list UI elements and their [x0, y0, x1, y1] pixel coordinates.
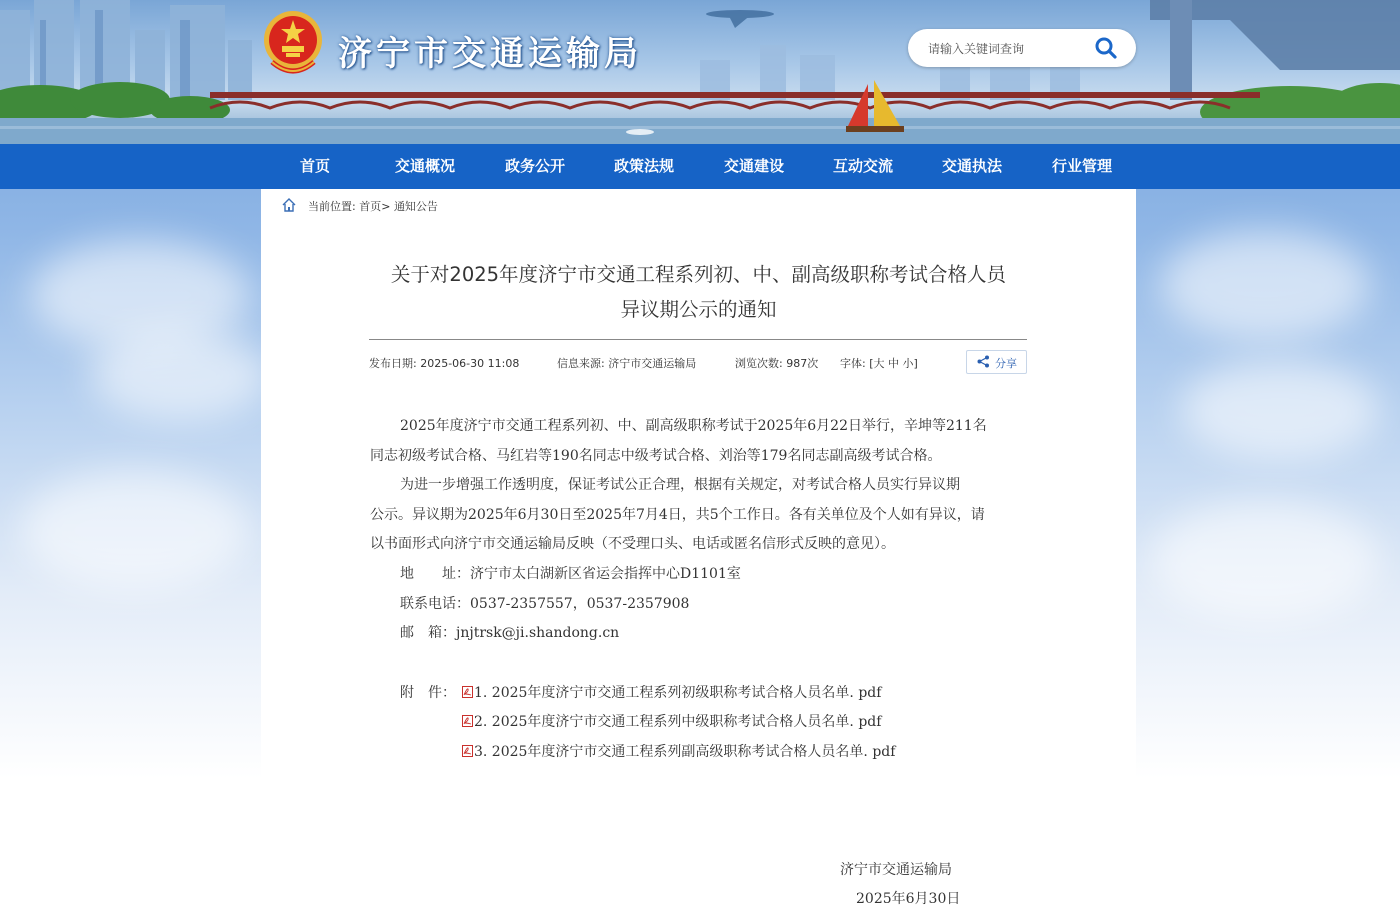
- nav-gov-affairs[interactable]: 政务公开: [505, 157, 566, 175]
- nav-construction[interactable]: 交通建设: [724, 157, 785, 175]
- attachment-link[interactable]: 3. 2025年度济宁市交通工程系列副高级职称考试合格人员名单. pdf: [474, 744, 896, 760]
- search-box: [908, 29, 1136, 67]
- nav-overview[interactable]: 交通概况: [395, 157, 456, 175]
- cloud: [1150, 500, 1380, 620]
- para2-line3: 以书面形式向济宁市交通运输局反映（不受理口头、电话或匿名信形式反映的意见）。: [370, 536, 895, 552]
- signature-date: 2025年6月30日: [856, 891, 961, 907]
- view-count-label: 浏览次数:: [735, 357, 783, 370]
- contact-phone: 联系电话：0537-2357557，0537-2357908: [400, 596, 690, 612]
- para2-line2: 公示。异议期为2025年6月30日至2025年7月4日，共5个工作日。各有关单位及个人如有异议，请: [370, 507, 985, 523]
- font-small-link[interactable]: 小: [902, 357, 914, 370]
- cloud: [1160, 230, 1370, 340]
- attachment-item[interactable]: [462, 711, 881, 731]
- search-icon[interactable]: [1092, 35, 1120, 61]
- search-input[interactable]: [926, 38, 1090, 60]
- main-nav: [0, 144, 1400, 189]
- view-count: [735, 355, 818, 371]
- info-source-label: 信息来源:: [557, 357, 605, 370]
- font-size-label: 字体:: [840, 357, 866, 370]
- article-title: [351, 257, 1046, 327]
- pdf-file-icon: [462, 686, 473, 698]
- share-icon: [977, 355, 990, 368]
- article-title-line1: 关于对2025年度济宁市交通工程系列初、中、副高级职称考试合格人员: [390, 263, 1007, 286]
- home-icon: [281, 197, 297, 213]
- signature-org: 济宁市交通运输局: [840, 862, 952, 878]
- attachment-item[interactable]: [462, 741, 895, 761]
- publish-date: [369, 355, 519, 371]
- cloud: [90, 330, 270, 420]
- breadcrumb-current-link[interactable]: 通知公告: [393, 200, 438, 213]
- breadcrumb-home-link[interactable]: 首页: [359, 200, 382, 213]
- attachment-link[interactable]: 2. 2025年度济宁市交通工程系列中级职称考试合格人员名单. pdf: [474, 714, 882, 730]
- para1-line1: 2025年度济宁市交通工程系列初、中、副高级职称考试于2025年6月22日举行，辛坤等211名: [400, 418, 987, 434]
- site-title: 济宁市交通运输局: [338, 34, 642, 74]
- breadcrumb-separator: >: [381, 200, 391, 213]
- info-source-value: 济宁市交通运输局: [608, 357, 697, 370]
- pdf-file-icon: [462, 715, 473, 727]
- nav-policy[interactable]: 政策法规: [614, 157, 675, 175]
- attachment-item[interactable]: [462, 682, 881, 702]
- city-skyline-banner: [0, 0, 1400, 144]
- cloud: [20, 470, 250, 590]
- nav-home[interactable]: 首页: [300, 157, 331, 175]
- share-button[interactable]: [966, 350, 1027, 374]
- share-label: 分享: [995, 357, 1017, 370]
- publish-date-label: 发布日期:: [369, 357, 417, 370]
- font-large-link[interactable]: 大: [873, 357, 885, 370]
- nav-interaction[interactable]: 互动交流: [833, 157, 894, 175]
- para1-line2: 同志初级考试合格、马红岩等190名同志中级考试合格、刘治等179名同志副高级考试合格。: [370, 448, 942, 464]
- font-bracket-close: ]: [913, 357, 918, 370]
- pdf-file-icon: [462, 745, 473, 757]
- para2-line1: 为进一步增强工作透明度，保证考试公正合理，根据有关规定，对考试合格人员实行异议期: [400, 477, 960, 493]
- font-size-control: [840, 355, 918, 371]
- cloud: [1180, 360, 1380, 460]
- site-header: [0, 0, 1400, 144]
- nav-industry[interactable]: 行业管理: [1052, 157, 1113, 175]
- national-emblem-icon: [262, 10, 324, 76]
- font-bracket-open: [: [869, 357, 874, 370]
- title-divider: [369, 339, 1027, 340]
- attachment-label: 附 件：: [400, 685, 456, 701]
- breadcrumb-prefix: 当前位置:: [308, 200, 356, 213]
- font-medium-link[interactable]: 中: [888, 357, 900, 370]
- contact-address: 地 址：济宁市太白湖新区省运会指挥中心D1101室: [400, 566, 741, 582]
- info-source: [557, 355, 696, 371]
- article-title-line2: 异议期公示的通知: [620, 298, 777, 321]
- view-count-value: 987次: [786, 357, 819, 370]
- attachment-link[interactable]: 1. 2025年度济宁市交通工程系列初级职称考试合格人员名单. pdf: [474, 685, 882, 701]
- article-panel: [261, 189, 1136, 916]
- publish-date-value: 2025-06-30 11:08: [420, 357, 520, 370]
- nav-enforcement[interactable]: 交通执法: [942, 157, 1003, 175]
- contact-email: 邮 箱：jnjtrsk@ji.shandong.cn: [400, 625, 620, 641]
